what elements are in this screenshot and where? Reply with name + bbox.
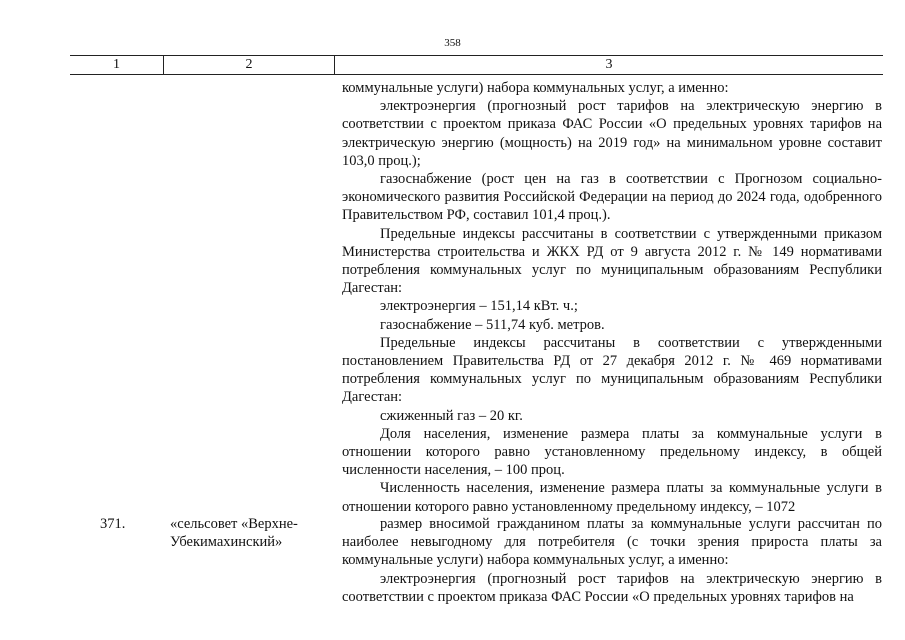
paragraph: газоснабжение – 511,74 куб. метров. [380,316,605,333]
header-top-border [70,55,883,56]
paragraph: электроэнергия (прогнозный рост тарифов на электрическую энергию в соответствии с проектом приказа ФАС России «О предельных уровнях тарифов на [342,570,882,605]
header-bottom-border [70,74,883,75]
header-col-3: 3 [605,57,613,72]
paragraph: электроэнергия (прогнозный рост тарифов на электрическую энергию в соответствии с проектом приказа ФАС России «О предельных уровнях тарифов на электрическую энергию (мощность) на 2019 год» на минимальном уровне составит 103,0 проц.); [342,98,882,169]
paragraph: сжиженный газ – 20 кг. [380,407,523,424]
paragraph: газоснабжение (рост цен на газ в соответствии с Прогнозом социально-экономического развития Российской Федерации на период до 2024 года, одобренного Правительством РФ, составил 101,4 проц.). [342,171,882,224]
paragraph: коммунальные услуги) набора коммунальных услуг, а именно: [342,80,729,96]
page-number: 358 [444,37,461,49]
paragraph: Предельные индексы рассчитаны в соответствии с утвержденными постановлением Правительства РД от 27 декабря 2012 г. № 469 нормативами потребления коммунальных услуг по муниципальным образованиям Республики Дагестан: [342,334,882,406]
header-col-2: 2 [245,57,253,72]
paragraph: электроэнергия – 151,14 кВт. ч.; [380,298,578,315]
paragraph: Доля населения, изменение размера платы за коммунальные услуги в отношении которого равно установленному предельному индексу, в общей численности населения, – 100 проц. [342,425,882,479]
row-371-text [342,515,882,606]
prev-row-text [342,79,882,516]
row-municipality-name: «сельсовет «Верхне-Убекимахинский» [170,516,298,551]
header-col-1: 1 [113,57,120,72]
paragraph: размер вносимой гражданином платы за коммунальные услуги рассчитан по наиболее невыгодному для потребителя (с точки зрения прироста платы за коммунальные услуги) набора коммунальных услуг, а именно: [342,516,882,569]
paragraph: Предельные индексы рассчитаны в соответствии с утвержденными приказом Министерства строительства и ЖКХ РД от 9 августа 2012 г. № 149 нормативами потребления коммунальных услуг по муниципальным образованиям Республики Дагестан: [342,225,882,297]
paragraph: Численность населения, изменение размера платы за коммунальные услуги в отношении которого равно установленному предельному индексу, – 1072 [342,480,882,515]
row-number: 371. [100,516,126,532]
